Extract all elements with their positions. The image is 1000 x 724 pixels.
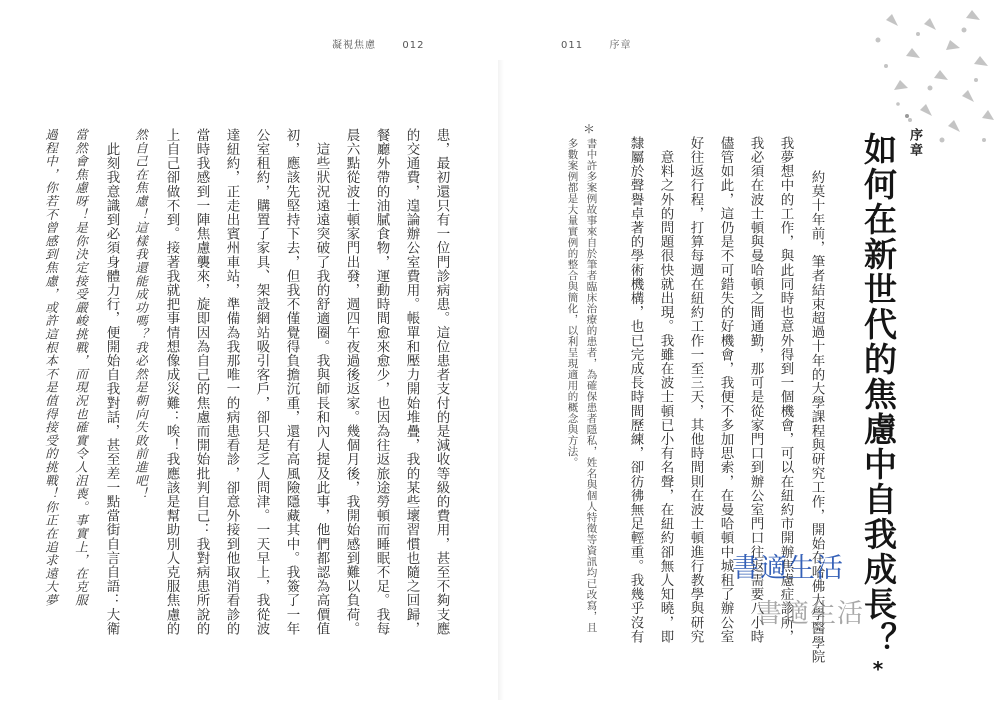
left-running-head bbox=[332, 36, 424, 51]
right-text-column: 好往返行程，打算每週在紐約工作一至三天，其他時間則在波士頓進行教學與研究 bbox=[687, 136, 704, 644]
right-section-label: 序章 bbox=[609, 40, 632, 51]
left-text-column: 公室租約，購置了家具、架設網站吸引客戶，卻只是乏人問津。一天早上，我從波 bbox=[253, 128, 270, 636]
left-text-column: 然自己在焦慮！這樣我還能成功嗎？我必然是朝向失敗前進吧！ bbox=[133, 128, 149, 501]
footnote-mark: ＊ bbox=[583, 122, 596, 136]
right-text-column: 隸屬於聲譽卓著的學術機構，也已完成長時間歷練，卻彷彿無足輕重。我幾乎沒有 bbox=[627, 136, 644, 644]
left-book-title: 凝視焦慮 bbox=[332, 40, 376, 51]
right-text-column: 儘管如此，這仍是不可錯失的好機會，我便不多加思索，在曼哈頓中城租了辦公室 bbox=[717, 136, 734, 644]
left-page-number: 012 bbox=[402, 40, 425, 51]
left-text-column: 晨六點從波士頓家門出發，週四午夜過後返家。幾個月後，我開始感到難以負荷。 bbox=[343, 128, 360, 636]
footnote-line: 書中許多案例故事來自於筆者臨床治療的患者，為確保患者隱私，姓名與個人特徵等資訊均已改寫，且 bbox=[585, 138, 598, 633]
right-page-number: 011 bbox=[561, 40, 584, 51]
watermark-primary: 書適生活 bbox=[732, 553, 844, 584]
left-text-column: 初，應該先堅持下去，但我不僅覺得負擔沉重，還有高風險隱藏其中。我簽了一年 bbox=[283, 128, 300, 636]
chapter-bullet bbox=[905, 114, 909, 118]
left-text-column: 患，最初還只有一位門診病患。這位患者支付的是減收等級的費用，甚至不夠支應 bbox=[433, 128, 450, 636]
left-text-column: 當時我感到一陣焦慮襲來，旋即因為自己的焦慮而開始批判自己：我對病患所說的 bbox=[193, 128, 210, 636]
right-text-column: 我必須在波士頓與曼哈頓之間通勤，那可是從家門口到辦公室門口往返需要八小時 bbox=[747, 136, 764, 644]
left-text-column: 當然會焦慮呀！是你決定接受嚴峻挑戰，而現況也確實令人沮喪。事實上，在克服 bbox=[73, 128, 89, 607]
page-gutter bbox=[498, 60, 504, 700]
left-text-column: 達紐約，正走出賓州車站，準備為我那唯一的病患看診，卻意外接到他取消看診的 bbox=[223, 128, 240, 636]
footnote-line: 多數案例都是大量實例的整合與簡化，以利呈現適用的概念與方法。 bbox=[566, 138, 579, 468]
watermark-secondary: 書適生活 bbox=[756, 599, 865, 629]
left-text-column: 此刻我意識到必須身體力行，便開始自我對話，甚至差一點當街自言自語：大衛 bbox=[103, 128, 120, 636]
right-running-head bbox=[561, 36, 631, 51]
chapter-title-text: 如何在新世代的焦慮中自我成長？ bbox=[859, 132, 898, 657]
right-text-column: 約莫十年前，筆者結束超過十年的大學課程與研究工作，開始在哈佛大學醫學院 bbox=[808, 156, 825, 664]
chapter-title-mark: * bbox=[866, 657, 890, 683]
left-text-column: 過程中，你若不曾感到焦慮，或許這根本不是值得接受的挑戰！你正在追求遠大夢 bbox=[43, 128, 59, 607]
right-text-column: 意料之外的問題很快就出現。我雖在波士頓已小有名聲，在紐約卻無人知曉，即 bbox=[657, 136, 674, 644]
left-text-column: 上自己卻做不到。接著我就把事情想像成災難：唉！我應該是幫助別人克服焦慮的 bbox=[163, 128, 180, 636]
right-text-column: 我夢想中的工作，與此同時也意外得到一個機會，可以在紐約市開辦焦慮症診所， bbox=[777, 136, 794, 644]
chapter-title bbox=[859, 132, 898, 683]
left-text-column: 的交通費，遑論辦公室費用。帳單和壓力開始堆疊，我的某些壞習慣也隨之回歸， bbox=[403, 128, 420, 636]
left-text-column: 餐廳外帶的油膩食物，運動時間愈來愈少，也因為往返旅途勞頓而睡眠不足。我每 bbox=[373, 128, 390, 636]
decorative-sparkle-icon bbox=[800, 0, 1000, 170]
chapter-label: 序章 bbox=[907, 128, 922, 158]
left-text-column: 這些狀況遠遠突破了我的舒適圈。我與師長和內人提及此事，他們都認為高價值 bbox=[313, 128, 330, 636]
